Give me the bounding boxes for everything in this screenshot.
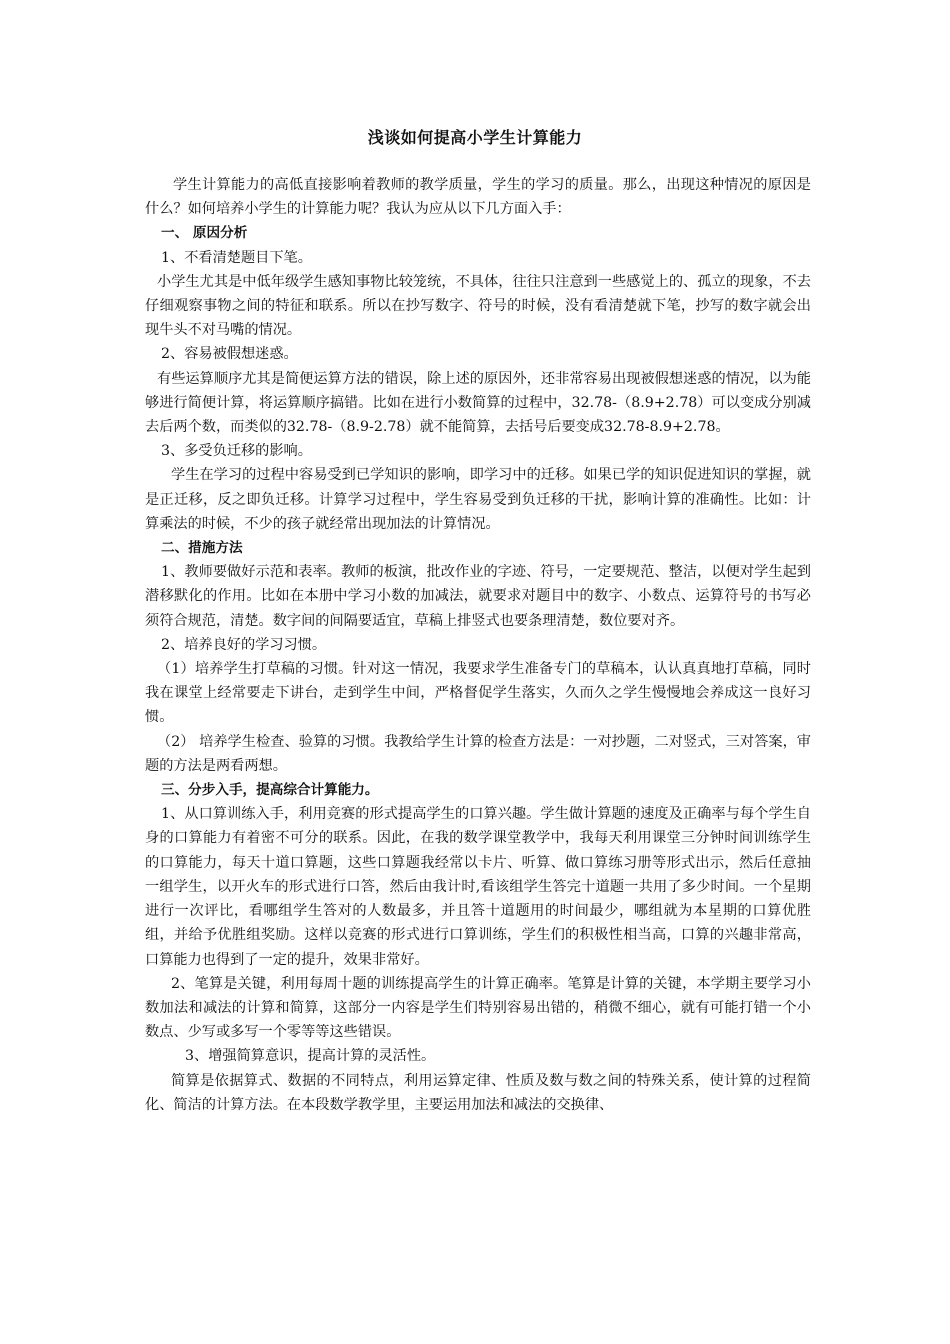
section-heading-2: 二、措施方法 <box>161 540 243 557</box>
section-heading-1: 一、 原因分析 <box>161 225 248 242</box>
paragraph: 简算是依据算式、数据的不同特点，利用运算定律、性质及数与数之间的特殊关系，使计算的过程简化、简洁的计算方法。在本段数学教学里，主要运用加法和减法的交换律、 <box>145 1072 811 1113</box>
paragraph: 小学生尤其是中低年级学生感知事物比较笼统，不具体，往往只注意到一些感觉上的、孤立的现象，不去仔细观察事物之间的特征和联系。所以在抄写数字、符号的时候，没有看清楚就下笔，抄写的数字就会出现牛头不对马嘴的情况。 <box>145 273 811 339</box>
subheading: 1、不看清楚题目下笔。 <box>161 249 312 266</box>
subheading: 2、培养良好的学习习惯。 <box>161 636 327 653</box>
paragraph: 1、从口算训练入手，利用竞赛的形式提高学生的口算兴趣。学生做计算题的速度及正确率与每个学生自身的口算能力有着密不可分的联系。因此，在我的数学课堂教学中，我每天利用课堂三分钟时间训练学生的口算能力，每天十道口算题，这些口算题我经常以卡片、听算、做口算练习册等形式出示，然后任意抽一组学生，以开火车的形式进行口答，然后由我计时,看该组学生答完十道题一共用了多少时间。一个星期进行一次评比，看哪组学生答对的人数最多，并且答十道题用的时间最少，哪组就为本星期的口算优胜组，并给予优胜组奖励。这样以竞赛的形式进行口算训练，学生们的积极性相当高，口算的兴趣非常高，口算能力也得到了一定的提升，效果非常好。 <box>145 806 811 968</box>
paragraph: （1）培养学生打草稿的习惯。针对这一情况，我要求学生准备专门的草稿本，认认真真地打草稿，同时我在课堂上经常要走下讲台，走到学生中间，严格督促学生落实，久而久之学生慢慢地会养成这一良好习惯。 <box>145 661 811 726</box>
document-body <box>145 173 811 1117</box>
subheading: 3、增强简算意识，提高计算的灵活性。 <box>185 1048 436 1065</box>
paragraph: （2） 培养学生检查、验算的习惯。我教给学生计算的检查方法是：一对抄题，二对竖式，三对答案，审题的方法是两看两想。 <box>145 733 811 774</box>
document-title: 浅谈如何提高小学生计算能力 <box>367 128 583 147</box>
subheading: 3、多受负迁移的影响。 <box>161 443 312 460</box>
paragraph: 有些运算顺序尤其是简便运算方法的错误，除上述的原因外，还非常容易出现被假想迷惑的情况，以为能够进行简便计算，将运算顺序搞错。比如在进行小数简算的过程中，32.78-（8.9+2.78）可以变成分别减去后两个数，而类似的32.78-（8.9-2.78）就不能简算，去括号后要变成32.78-8.9+2.78。 <box>145 370 811 436</box>
paragraph-intro: 学生计算能力的高低直接影响着教师的教学质量，学生的学习的质量。那么，出现这种情况的原因是什么？如何培养小学生的计算能力呢？我认为应从以下几方面入手： <box>145 177 811 218</box>
section-heading-3: 三、分步入手，提高综合计算能力。 <box>161 782 379 799</box>
subheading: 2、容易被假想迷惑。 <box>161 346 298 363</box>
paragraph: 2、笔算是关键，利用每周十题的训练提高学生的计算正确率。笔算是计算的关键，本学期主要学习小数加法和减法的计算和简算，这部分一内容是学生们特别容易出错的，稍微不细心，就有可能打错一个小数点、少写或多写一个零等等这些错误。 <box>145 975 811 1041</box>
paragraph: 学生在学习的过程中容易受到已学知识的影响，即学习中的迁移。如果已学的知识促进知识的掌握，就是正迁移，反之即负迁移。计算学习过程中，学生容易受到负迁移的干扰，影响计算的准确性。比如：计算乘法的时候，不少的孩子就经常出现加法的计算情况。 <box>145 467 811 532</box>
paragraph: 1、教师要做好示范和表率。教师的板演，批改作业的字迹、符号，一定要规范、整洁，以便对学生起到潜移默化的作用。比如在本册中学习小数的加减法，就要求对题目中的数字、小数点、运算符号的书写必须符合规范，清楚。数字间的间隔要适宜，草稿上排竖式也要条理清楚，数位要对齐。 <box>145 564 811 629</box>
